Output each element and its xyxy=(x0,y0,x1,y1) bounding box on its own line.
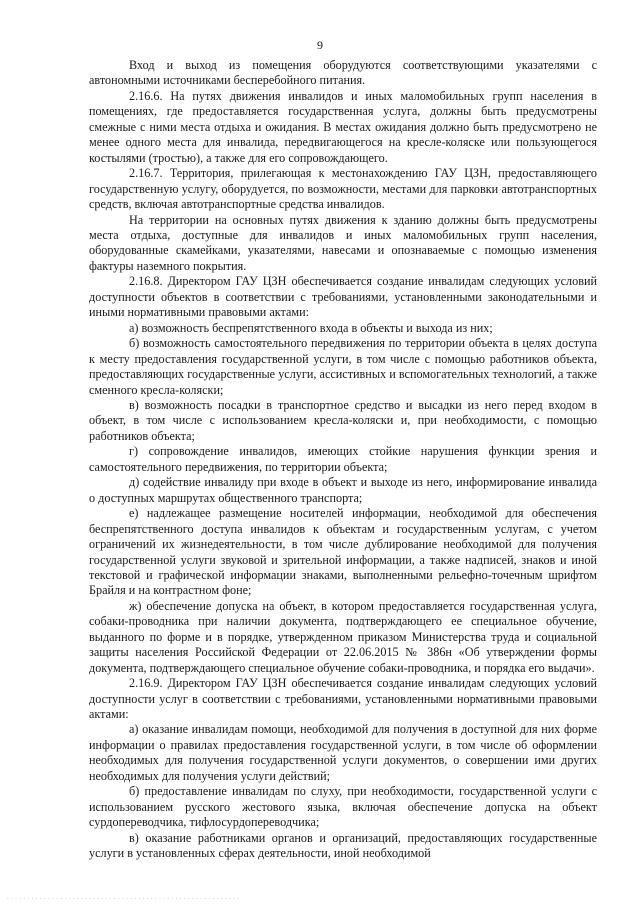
paragraph-entrance-exit: Вход и выход из помещения оборудуются соответствующими указателями с автономными источниками бесперебойного питания. xyxy=(89,58,597,88)
list-item-e: е) надлежащее размещение носителей информации, необходимой для обеспечения беспрепятственного доступа инвалидов к объектам и государственным услугам, с учетом ограничений их жизнедеятельности, в том числе дублирование необходимой для получения государственной услуги звуковой и зрительной информации, а также надписей, знаков и иной текстовой и графической информации знаками, выполненными рельефно-точечным шрифтом Брайля и на контрастном фоне; xyxy=(89,506,597,598)
paragraph-2-16-7: 2.16.7. Территория, прилегающая к местонахождению ГАУ ЦЗН, предоставляющего государственную услугу, оборудуется, по возможности, местами для парковки автотранспортных средств, включая автотранспортные средства инвалидов. xyxy=(89,166,597,212)
services-item-b: б) предоставление инвалидам по слуху, при необходимости, государственной услуги с использованием русского жестового языка, включая обеспечение допуска на объект сурдопереводчика, тифлосурдопереводчика; xyxy=(89,784,597,830)
services-item-a: а) оказание инвалидам помощи, необходимой для получения в доступной для них форме информации о правилах предоставления государственной услуги, в том числе об оформлении необходимых для получения государственной услуги документов, о совершении ими других необходимых для получения услуги действий; xyxy=(89,722,597,783)
list-item-d: д) содействие инвалиду при входе в объект и выходе из него, информирование инвалида о доступных маршрутах общественного транспорта; xyxy=(89,475,597,505)
paragraph-2-16-6: 2.16.6. На путях движения инвалидов и иных маломобильных групп населения в помещениях, где предоставляется государственная услуга, должны быть предусмотрены смежные с ними места отдыха и ожидания. В местах ожидания должно быть предусмотрено не менее одного места для инвалида, передвигающегося на кресле-коляске или пользующегося костылями (тростью), а также для его сопровождающего. xyxy=(89,88,597,165)
page-number: 9 xyxy=(317,38,323,52)
list-item-b: б) возможность самостоятельного передвижения по территории объекта в целях доступа к месту предоставления государственной услуги, в том числе с помощью работников объекта, предоставляющих государственные услуги, ассистивных и вспомогательных технологий, а также сменного кресла-коляски; xyxy=(89,336,597,397)
paragraph-territory-rest-places: На территории на основных путях движения к зданию должны быть предусмотрены места отдыха, доступные для инвалидов и иных маломобильных групп населения, оборудованные скамейками, указателями, навесами и опознаваемые с помощью изменения фактуры наземного покрытия. xyxy=(89,212,597,273)
paragraph-2-16-9: 2.16.9. Директором ГАУ ЦЗН обеспечивается создание инвалидам следующих условий доступности услуг в соответствии с требованиями, установленными нормативными правовыми актами: xyxy=(89,676,597,722)
list-item-a: а) возможность беспрепятственного входа в объекты и выхода из них; xyxy=(129,320,493,335)
list-item-g: г) сопровождение инвалидов, имеющих стойкие нарушения функции зрения и самостоятельного передвижения, по территории объекта; xyxy=(89,444,597,474)
list-item-v: в) возможность посадки в транспортное средство и высадки из него перед входом в объект, в том числе с использованием кресла-коляски и, при необходимости, с помощью работников объекта; xyxy=(89,397,597,443)
paragraph-2-16-8: 2.16.8. Директором ГАУ ЦЗН обеспечивается создание инвалидам следующих условий доступности объектов в соответствии с требованиями, установленными законодательными и иными нормативными правовыми актами: xyxy=(89,274,597,320)
document-body xyxy=(89,58,597,862)
list-item-zh: ж) обеспечение допуска на объект, в котором предоставляется государственная услуга, собаки-проводника при наличии документа, подтверждающего ее специальное обучение, выданного по форме и в порядке, утвержденном приказом Министерства труда и социальной защиты населения Российской Федерации от 22.06.2015 № 386н «Об утверждении формы документа, подтверждающего специальное обучение собаки-проводника, и порядка его выдачи». xyxy=(89,598,597,675)
services-item-v: в) оказание работниками органов и организаций, предоставляющих государственные услуги в установленных сферах деятельности, иной необходимой xyxy=(89,830,597,861)
scan-footer-mark: ......................................................... xyxy=(6,894,241,901)
